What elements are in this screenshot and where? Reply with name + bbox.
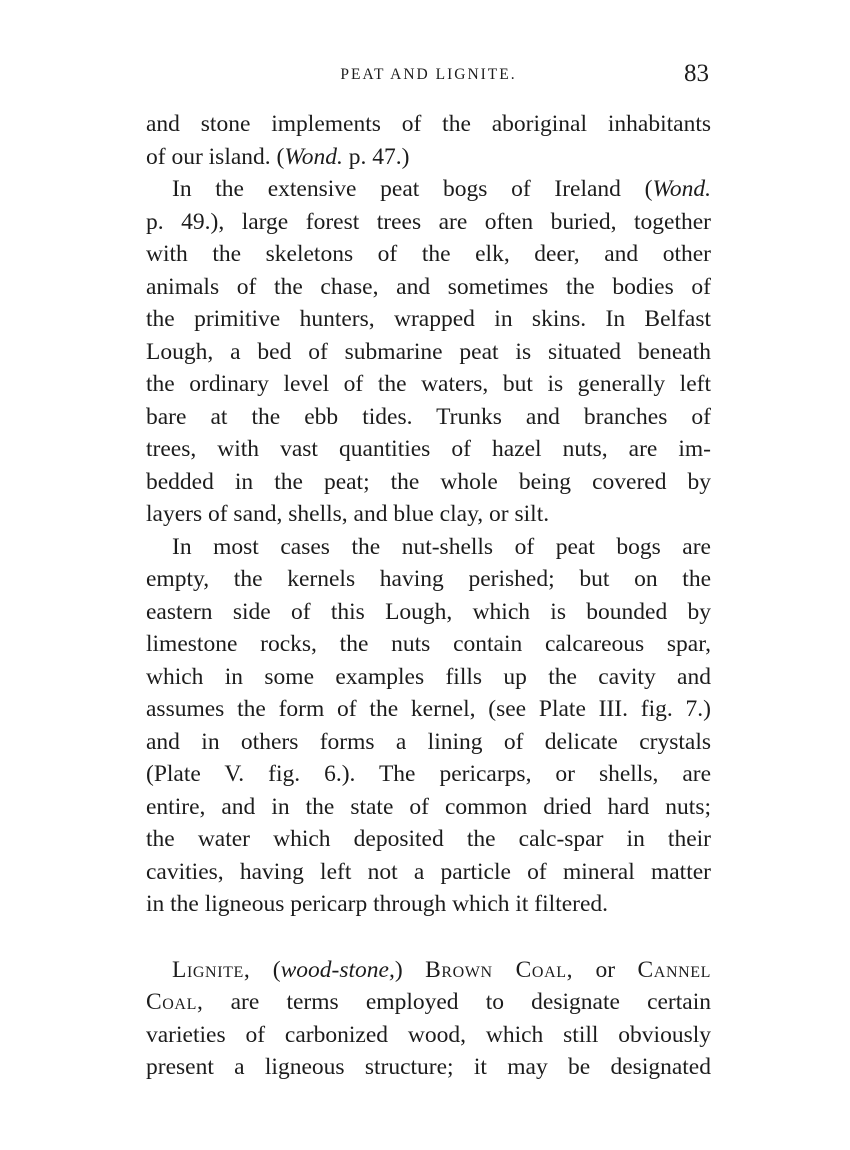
- citation-italic: Wond.: [284, 143, 343, 170]
- term-italic: wood-stone,: [280, 956, 395, 983]
- text-line: limestone rocks, the nuts contain calcareous spar,: [146, 631, 711, 657]
- text-line: In the extensive peat bogs of Ireland (Wond.: [172, 176, 711, 202]
- text-line: which in some examples fills up the cavity and: [146, 663, 711, 690]
- page-number: 83: [684, 60, 709, 87]
- text-line: p. 49.), large forest trees are often buried, together: [146, 208, 711, 235]
- text-line: In most cases the nut-shells of peat bogs are: [172, 533, 711, 560]
- text-line: animals of the chase, and sometimes the bodies of: [146, 273, 711, 300]
- body-text: [146, 108, 711, 1084]
- text-line: the ordinary level of the waters, but is generally left: [146, 371, 711, 397]
- text-line: the water which deposited the calc-spar in their: [146, 826, 711, 852]
- running-title: PEAT AND LIGNITE.: [340, 66, 517, 83]
- term-small-caps: Lignite,: [172, 956, 251, 983]
- text-line: empty, the kernels having perished; but on the: [146, 566, 711, 592]
- term-small-caps: Coal,: [146, 989, 204, 1015]
- text-line: in the ligneous pericarp through which it filtered.: [146, 891, 609, 917]
- text-line: eastern side of this Lough, which is bounded by: [146, 598, 711, 625]
- text-line: assumes the form of the kernel, (see Plate III. fig. 7.): [146, 696, 711, 722]
- text-line: (Plate V. fig. 6.). The pericarps, or shells, are: [146, 761, 711, 787]
- text-line: entire, and in the state of common dried hard nuts;: [146, 793, 711, 820]
- text-line: and in others forms a lining of delicate crystals: [146, 728, 711, 755]
- citation-italic: Wond.: [652, 176, 711, 202]
- term-small-caps: Cannel: [637, 956, 712, 983]
- text-line: trees, with vast quantities of hazel nuts, are im-: [146, 436, 711, 462]
- text-line: of our island. (Wond. p. 47.): [146, 143, 410, 170]
- running-header: [146, 60, 711, 90]
- text-line: layers of sand, shells, and blue clay, or silt.: [146, 501, 550, 527]
- text-line: Lough, a bed of submarine peat is situated beneath: [146, 338, 711, 365]
- text-line: present a ligneous structure; it may be designated: [146, 1054, 711, 1080]
- text-line: cavities, having left not a particle of mineral matter: [146, 858, 711, 885]
- text-line: Coal, are terms employed to designate certain: [146, 989, 711, 1015]
- text-line: with the skeletons of the elk, deer, and other: [146, 241, 711, 267]
- text-line: bare at the ebb tides. Trunks and branches of: [146, 403, 711, 430]
- text-line: the primitive hunters, wrapped in skins. In Belfast: [146, 306, 711, 332]
- text-line: Lignite, (wood-stone,) Brown Coal, or Cannel: [172, 956, 712, 983]
- section-break: [146, 921, 711, 954]
- term-small-caps: Brown Coal,: [425, 956, 574, 983]
- text-line: and stone implements of the aboriginal inhabitants: [146, 111, 711, 137]
- text-line: bedded in the peat; the whole being covered by: [146, 468, 711, 495]
- text-line: varieties of carbonized wood, which still obviously: [146, 1021, 711, 1048]
